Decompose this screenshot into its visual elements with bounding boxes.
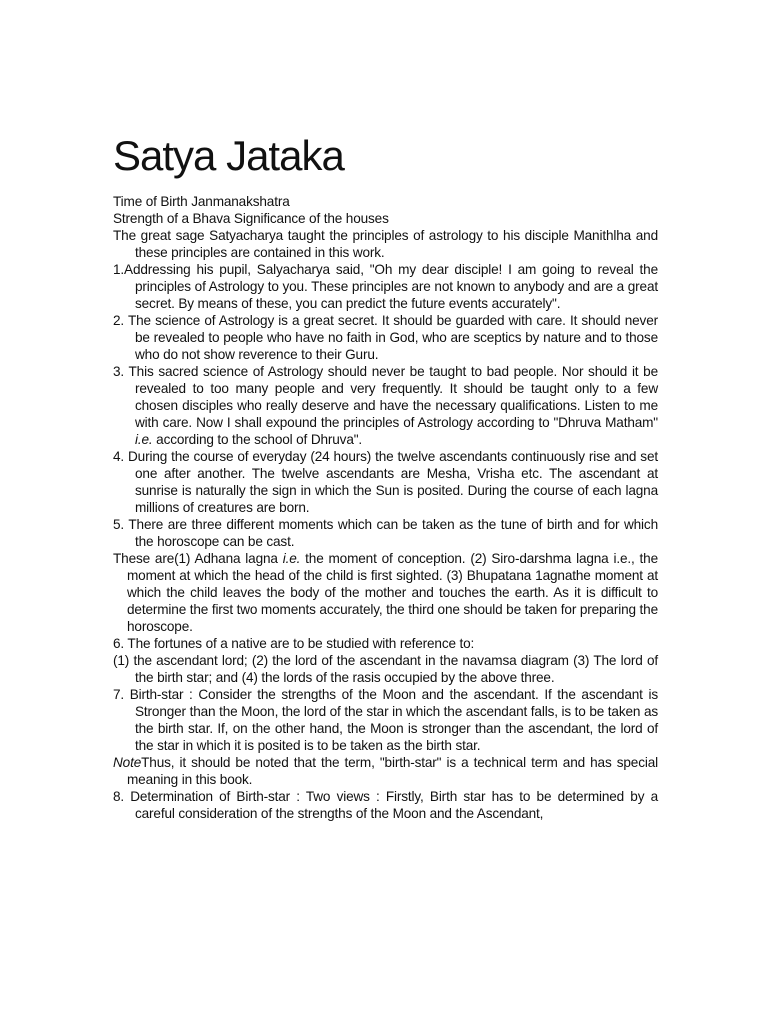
paragraph-7: 7. Birth-star : Consider the strengths of the Moon and the ascendant. If the ascendant is Stronger than the Moon, the lord of the star in which the ascendant falls, is to be taken as the birth star. If, on the other hand, the Moon is stronger than the ascendant, the lord of the star in which it is posited is to be taken as the birth star. <box>113 687 658 753</box>
paragraph-3 <box>113 363 658 448</box>
paragraph-8: 8. Determination of Birth-star : Two views : Firstly, Birth star has to be determined by a careful consideration of the strengths of the Moon and the Ascendant, <box>113 789 658 821</box>
paragraph-5b-text-b: the moment of conception. (2) Siro-darshma lagna i.e., the moment at which the head of the child is first sighted. (3) Bhupatana 1agnathe moment at which the child leaves the body of the mother and touches the earth. As it is difficult to determine the first two moments accurately, the third one should be taken for preparing the horoscope. <box>127 551 658 634</box>
note-text: Thus, it should be noted that the term, "birth-star" is a technical term and has special meaning in this book. <box>127 755 658 787</box>
paragraph-6b: (1) the ascendant lord; (2) the lord of the ascendant in the navamsa diagram (3) The lord of the birth star; and (4) the lords of the rasis occupied by the above three. <box>113 653 658 685</box>
intro-paragraph: The great sage Satyacharya taught the principles of astrology to his disciple Manithlha and these principles are contained in this work. <box>113 228 658 260</box>
paragraph-3-ie: i.e. <box>135 432 153 447</box>
paragraph-1: 1.Addressing his pupil, Salyacharya said, "Oh my dear disciple! I am going to reveal the principles of Astrology to you. These principles are not known to anybody and are a great secret. By means of these, you can predict the future events accurately". <box>113 262 658 311</box>
paragraph-5b <box>113 550 658 635</box>
header-line-2: Strength of a Bhava Significance of the houses <box>113 211 389 226</box>
paragraph-5b-text-a: These are(1) Adhana lagna <box>113 551 283 566</box>
paragraph-2: 2. The science of Astrology is a great secret. It should be guarded with care. It should never be revealed to people who have no faith in God, who are sceptics by nature and to those who do not show reverence to their Guru. <box>113 313 658 362</box>
paragraph-3-text-b: according to the school of Dhruva". <box>152 432 363 447</box>
document-body <box>113 193 658 822</box>
note-paragraph <box>113 754 658 788</box>
paragraph-6: 6. The fortunes of a native are to be studied with reference to: <box>113 636 475 651</box>
paragraph-5b-ie: i.e. <box>282 551 301 566</box>
paragraph-4: 4. During the course of everyday (24 hours) the twelve ascendants continuously rise and set one after another. The twelve ascendants are Mesha, Vrisha etc. The ascendant at sunrise is naturally the sign in which the Sun is posited. During the course of each lagna millions of creatures are born. <box>113 449 658 515</box>
note-label: Note <box>113 755 142 770</box>
paragraph-3-text-a: 3. This sacred science of Astrology should never be taught to bad people. Nor should it be revealed to too many people and very frequently. It should be taught only to a few chosen disciples who really deserve and have the necessary qualifications. Listen to me with care. Now I shall expound the principles of Astrology according to "Dhruva Matham" <box>113 364 658 430</box>
header-line-1: Time of Birth Janmanakshatra <box>113 194 290 209</box>
page-title: Satya Jataka <box>113 132 344 179</box>
paragraph-5: 5. There are three different moments which can be taken as the tune of birth and for which the horoscope can be cast. <box>113 517 658 549</box>
